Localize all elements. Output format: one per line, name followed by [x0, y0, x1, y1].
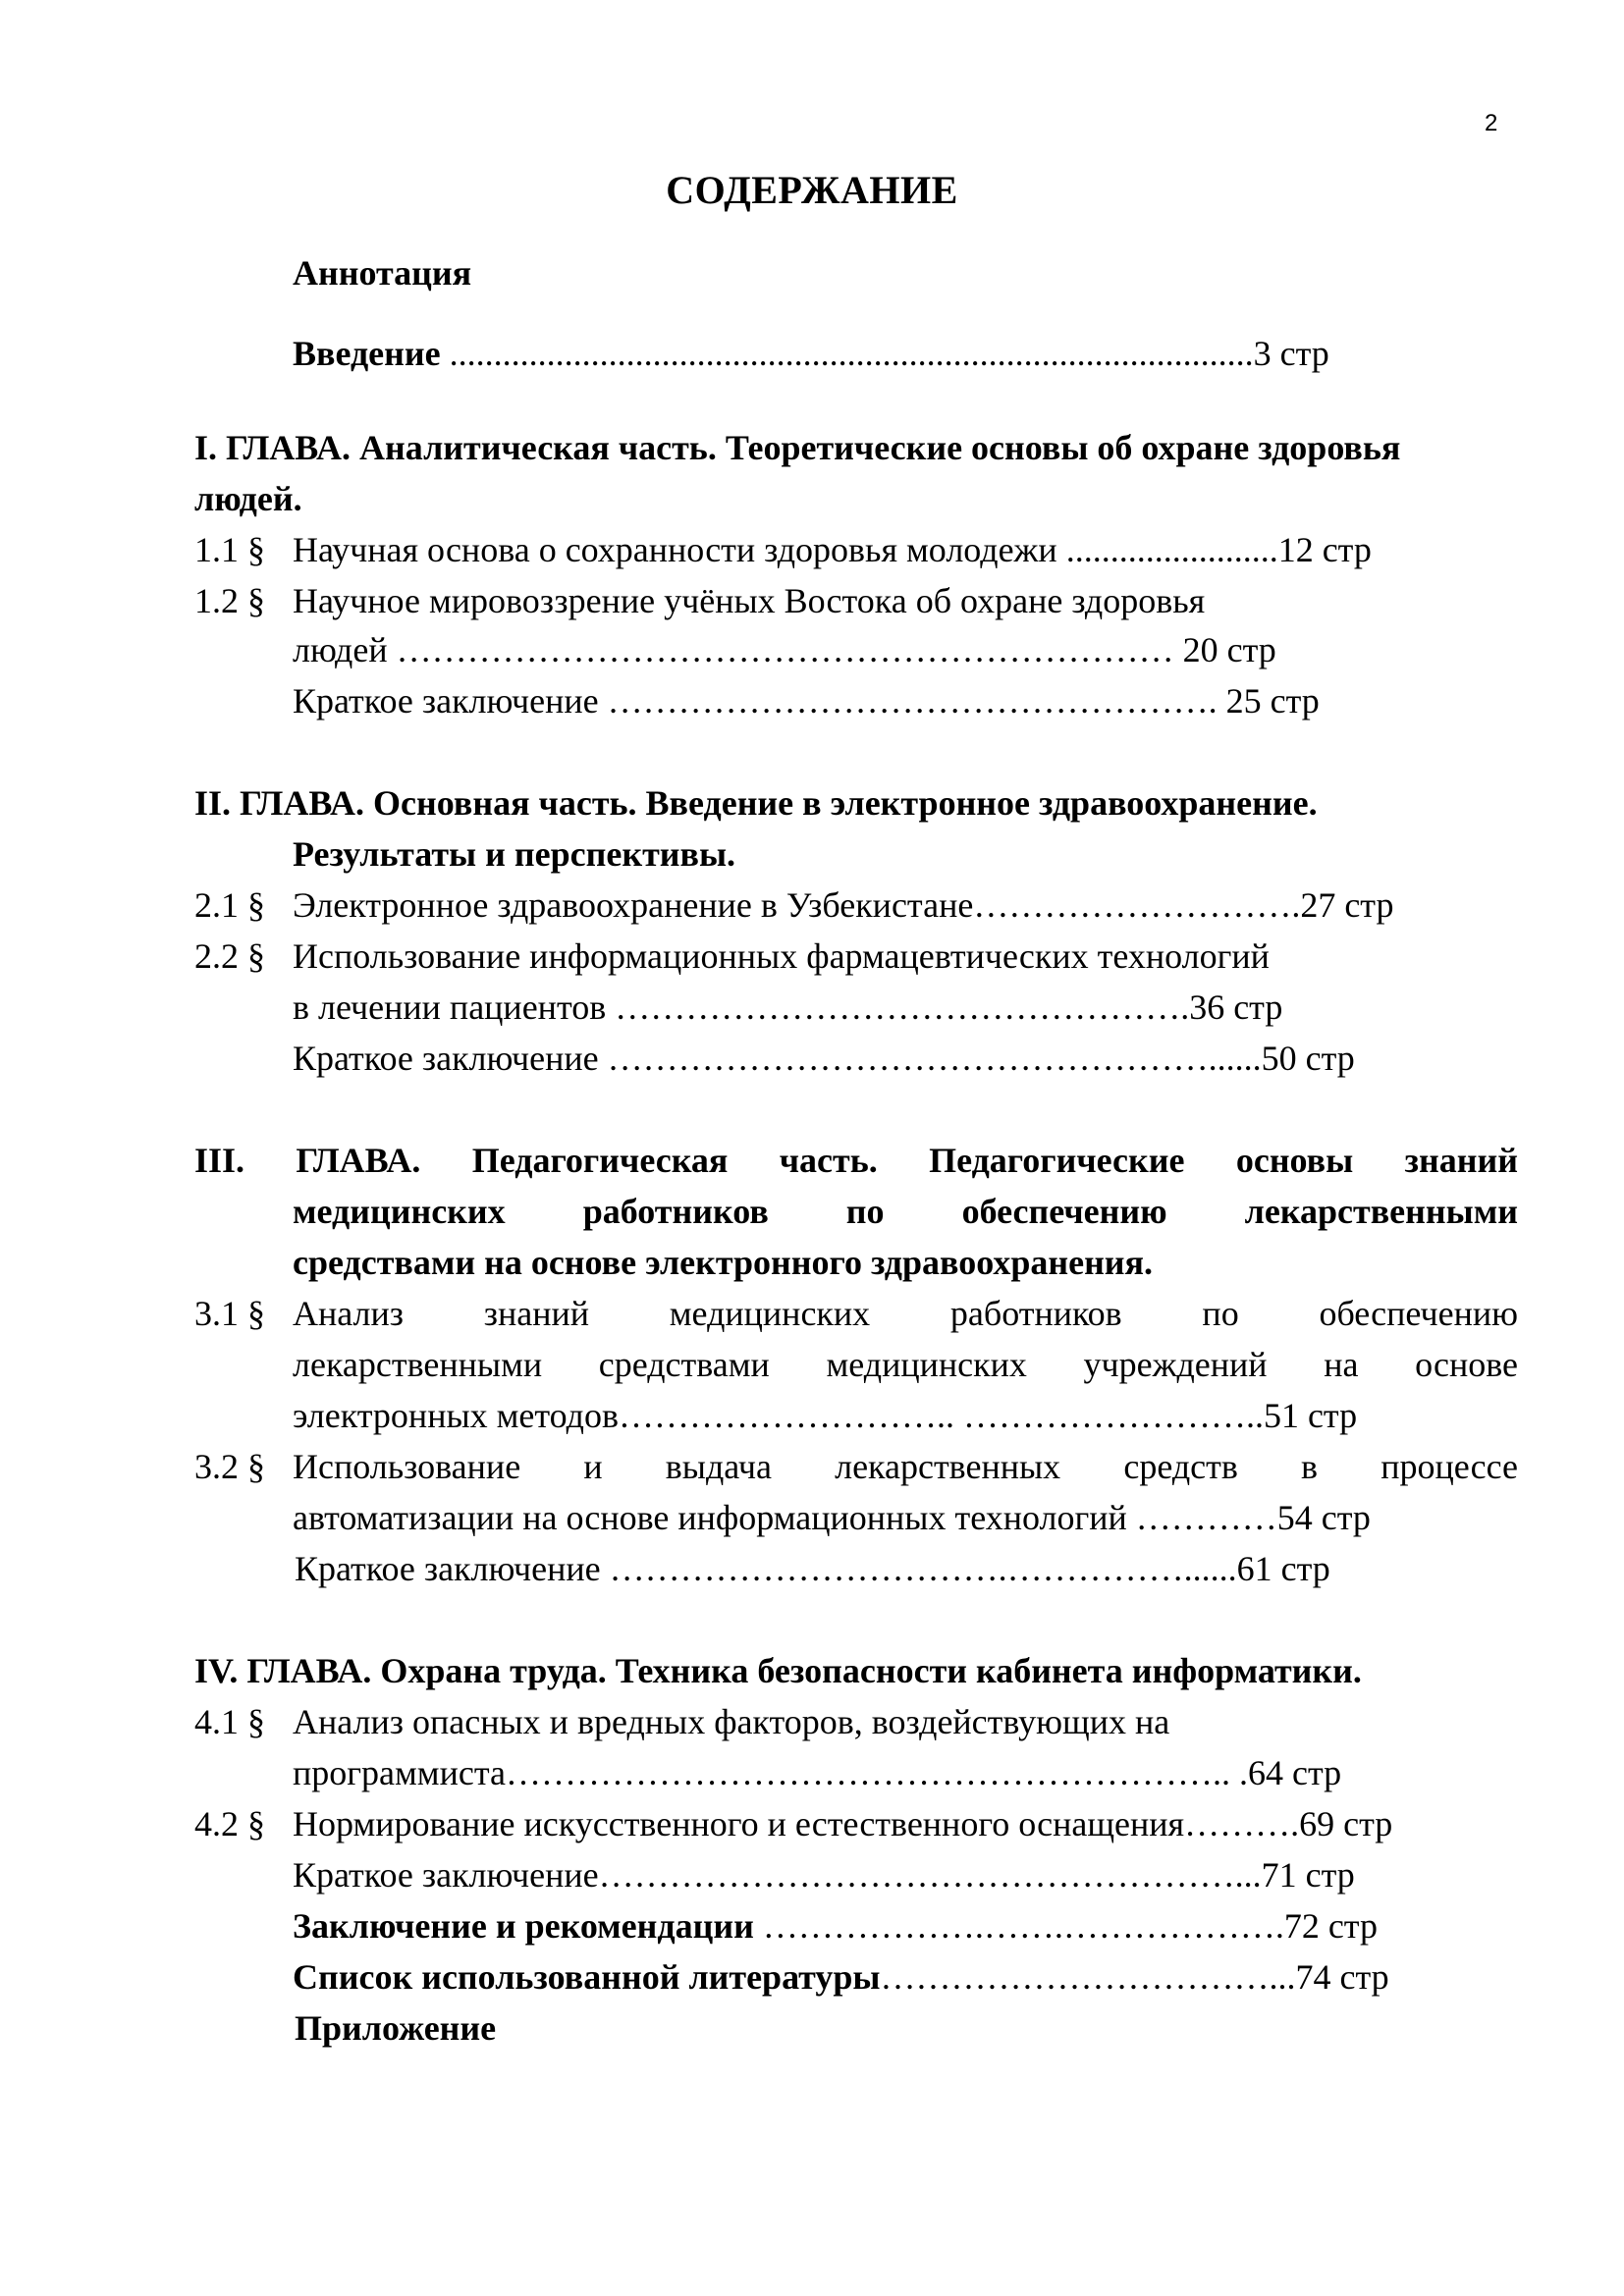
- chapter3-heading-line1: III. ГЛАВА. Педагогическая часть. Педагогические основы знаний: [194, 1141, 1518, 1180]
- section-1-2-number: 1.2 §: [194, 581, 265, 620]
- chapter2-heading-line2: Результаты и перспективы.: [293, 834, 736, 874]
- toc-introduction-label: Введение: [293, 334, 441, 373]
- toc-introduction: [293, 332, 1329, 375]
- section-2-2-text-line2: в лечении пациентов ………………………………………….36 стр: [293, 988, 1283, 1027]
- page-title: СОДЕРЖАНИЕ: [666, 168, 958, 212]
- section-4-1-text-line1: Анализ опасных и вредных факторов, воздействующих на: [293, 1702, 1170, 1741]
- section-3-1-number: 3.1 §: [194, 1294, 265, 1333]
- section-2-2-number: 2.2 §: [194, 936, 265, 976]
- section-3-1-text-line2: лекарственными средствами медицинских учреждений на основе: [293, 1345, 1518, 1384]
- section-1-1-number: 1.1 §: [194, 530, 265, 569]
- section-3-1-text-line3: электронных методов……………………….. ……………………..51 стр: [293, 1396, 1358, 1435]
- toc-annotation: Аннотация: [293, 253, 472, 293]
- page-number: 2: [1485, 110, 1498, 136]
- toc-conclusion: [293, 1904, 1378, 1948]
- section-2-1-text: Электронное здравоохранение в Узбекистане……………………….27 стр: [293, 885, 1394, 925]
- toc-literature-label: Список использованной литературы: [293, 1957, 881, 1997]
- chapter1-summary: Краткое заключение ……………………………………………. 25 стр: [293, 681, 1320, 721]
- chapter4-heading: IV. ГЛАВА. Охрана труда. Техника безопасности кабинета информатики.: [194, 1651, 1362, 1690]
- section-4-2-number: 4.2 §: [194, 1804, 265, 1843]
- chapter1-heading-line2: людей.: [194, 479, 302, 518]
- section-1-2-text-line1: Научное мировоззрение учёных Востока об охране здоровья: [293, 581, 1206, 620]
- section-3-2-number: 3.2 §: [194, 1447, 265, 1486]
- section-3-2-text-line2: автоматизации на основе информационных технологий …………54 стр: [293, 1498, 1371, 1537]
- section-2-2-text-line1: Использование информационных фармацевтических технологий: [293, 936, 1270, 976]
- section-2-1-number: 2.1 §: [194, 885, 265, 925]
- section-1-2-text-line2: людей ………………………………………………………… 20 стр: [293, 630, 1276, 669]
- section-4-2-text: Нормирование искусственного и естественного оснащения……….69 стр: [293, 1804, 1393, 1843]
- section-1-1-text: Научная основа о сохранности здоровья молодежи ........................12 стр: [293, 530, 1372, 569]
- toc-literature: [293, 1955, 1389, 1999]
- toc-appendix: Приложение: [295, 2008, 497, 2048]
- chapter2-summary: Краткое заключение ……………………………………………......50 стр: [293, 1039, 1355, 1078]
- toc-conclusion-dots: ……………….…….……………….72 стр: [753, 1906, 1378, 1946]
- chapter3-summary: Краткое заключение …………………………….……………......61 стр: [295, 1549, 1330, 1588]
- section-4-1-number: 4.1 §: [194, 1702, 265, 1741]
- chapter4-summary: Краткое заключение………………………………………………...71 стр: [293, 1855, 1355, 1895]
- chapter3-heading-line2: медицинских работников по обеспечению лекарственными: [293, 1192, 1518, 1231]
- toc-conclusion-label: Заключение и рекомендации: [293, 1906, 754, 1946]
- chapter3-heading-line3: средствами на основе электронного здравоохранения.: [293, 1243, 1154, 1282]
- section-3-2-text-line1: Использование и выдача лекарственных средств в процессе: [293, 1447, 1518, 1486]
- chapter1-heading-line1: I. ГЛАВА. Аналитическая часть. Теоретические основы об охране здоровья: [194, 428, 1401, 467]
- section-3-1-text-line1: Анализ знаний медицинских работников по обеспечению: [293, 1294, 1518, 1333]
- toc-introduction-dots: ...........................................................................................3 стр: [440, 334, 1329, 373]
- toc-literature-dots: ……………………………...74 стр: [880, 1957, 1389, 1997]
- chapter2-heading-line1: II. ГЛАВА. Основная часть. Введение в электронное здравоохранение.: [194, 783, 1318, 823]
- section-4-1-text-line2: программиста…………………………………………………….. .64 стр: [293, 1753, 1342, 1792]
